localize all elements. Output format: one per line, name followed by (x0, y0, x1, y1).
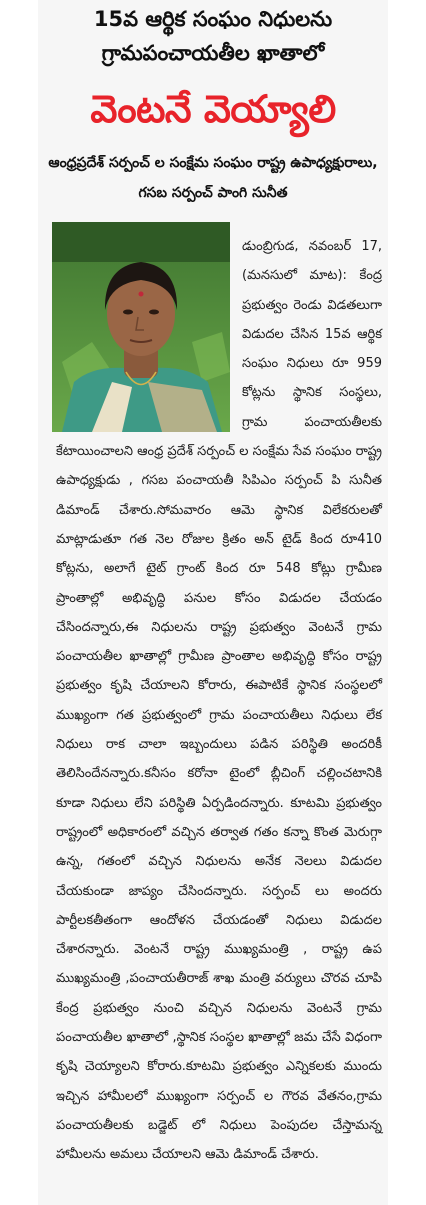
subheadline-line-2: గసబ సర్పంచ్ పాంగి సునీత (138, 185, 288, 201)
news-clipping (38, 0, 388, 1205)
article-text: డుంబ్రిగుడ, నవంబర్ 17, (మనసులో మాట): కేంద్ర ప్రభుత్వం రెండు విడతలుగా విడుదల చేసిన 15వ ఆర్థిక సంఘం నిధులు రూ 959 కోట్లను స్థానిక సంస్థలు, గ్రామ పంచాయతీలకు కేటాయించాలని ఆంధ్ర ప్రదేశ్ సర్పంచ్ ల సంక్షేమ సేవ సంఘం రాష్ట్ర ఉపాధ్యక్షుడు , గసబ పంచాయతీ సిపిఎం సర్పంచ్ పి సునీత డిమాండ్ చేశారు.సోమవారం ఆమె స్థానిక విలేకరులతో మాట్లాడుతూ గత నెల రోజుల క్రితం అన్ టైడ్ కింద రూ410 కోట్లను, అలాగే టైట్ గ్రాంట్ కింద రూ 548 కోట్లు గ్రామీణ ప్రాంతాల్లో అభివృద్ధి పనుల కోసం విడుదల చేయడం చేసిందన్నారు,ఈ నిధులను రాష్ట్ర ప్రభుత్వం వెంటనే గ్రామ పంచాయతీల ఖాతాల్లో గ్రామీణ ప్రాంతాల అభివృద్ధి కోసం రాష్ట్ర ప్రభుత్వం కృషి చేయాలని కోరారు, ఈపాటికే స్థానిక సంస్థలలో ముఖ్యంగా గత ప్రభుత్వంలో గ్రామ పంచాయతీలు నిధులు లేక నిధులు రాక చాలా ఇబ్బందులు పడిన పరిస్థితి అందరికీ తెలిసిందేనన్నారు.కనీసం కరోనా టైంలో బ్లీచింగ్ చల్లించటానికి కూడా నిధులు లేని పరిస్థితి ఏర్పడిందన్నారు. కూటమి ప్రభుత్వం రాష్ట్రంలో అధికారంలో వచ్చిన తర్వాత గతం కన్నా కొంత మెరుగ్గా ఉన్న, గతంలో వచ్చిన నిధులను అనేక నెలలు విడుదల చేయకుండా జాప్యం చేసిందన్నారు. సర్పంచ్ లు అందరు పార్టీలకతీతంగా ఆందోళన చేయడంతో నిధులు విడుదల చేశారన్నారు. వెంటనే రాష్ట్ర ముఖ్యమంత్రి , రాష్ట్ర ఉప ముఖ్యమంత్రి ,పంచాయతీరాజ్ శాఖ మంత్రి వర్యులు చొరవ చూపి కేంద్ర ప్రభుత్వం నుంచి వచ్చిన నిధులను వెంటనే గ్రామ పంచాయతీల ఖాతాలో ,స్థానిక సంస్థల ఖాతాల్లో జమ చేసే విధంగా కృషి చెయ్యాలని కోరారు.కూటమి ప్రభుత్వం ఎన్నికలకు ముందు ఇచ్చిన హామీలలో ముఖ్యంగా సర్పంచ్ ల గౌరవ వేతనం,గ్రామ పంచాయతీలకు బడ్జెట్ లో నిధులు పెంపుదల చేస్తామన్న హామీలను అమలు చేయాలని ఆమె డిమాండ్ చేశారు. (56, 239, 382, 1163)
subheadline-line-1: ఆంధ్రప్రదేశ్ సర్పంచ్ ల సంక్షేమ సంఘం రాష్ట్ర ఉపాధ్యక్షురాలు, (48, 155, 378, 171)
photo-space (52, 232, 236, 434)
headline-line-1: 15వ ఆర్థిక సంఘం నిధులను (93, 7, 333, 31)
main-headline: వెంటనే వెయ్యాలి (90, 87, 336, 131)
article-body (56, 232, 382, 1170)
headline-line-2: గ్రామపంచాయతీల ఖాతాలో (101, 41, 325, 65)
